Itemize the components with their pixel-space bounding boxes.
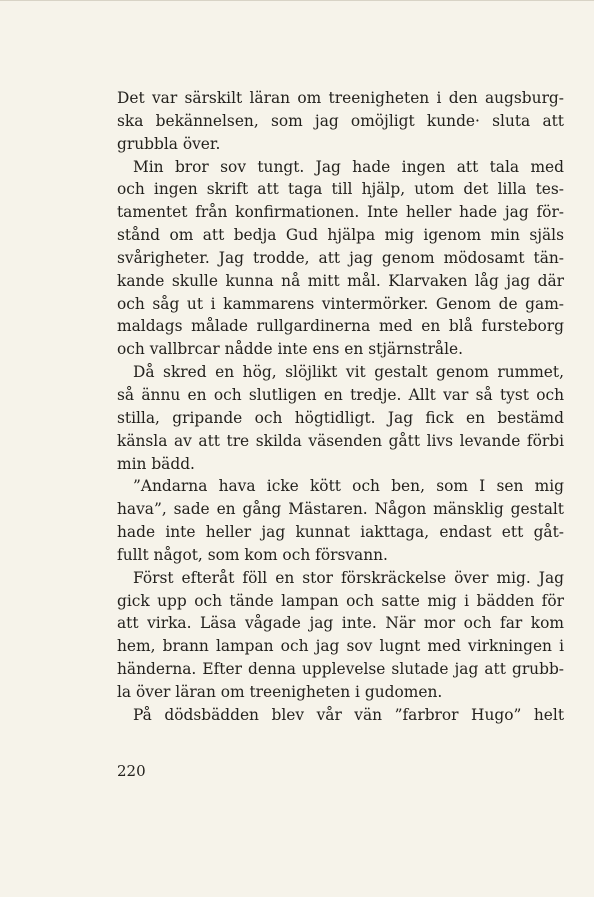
text-line: och ingen skrift att taga till hjälp, utom det lilla tes- (117, 180, 564, 199)
text-line: grubbla över. (117, 134, 221, 153)
text-line: På dödsbädden blev vår vän ”farbror Hugo” helt (133, 705, 564, 724)
text-line: och såg ut i kammarens vintermörker. Genom de gam- (117, 294, 564, 313)
text-line: Min bror sov tungt. Jag hade ingen att tala med (133, 157, 564, 176)
text-line: gick upp och tände lampan och satte mig i bädden för (117, 591, 564, 610)
text-line: stilla, gripande och högtidligt. Jag fick en bestämd (117, 408, 564, 427)
text-line: ska bekännelsen, som jag omöjligt kunde· sluta att (117, 111, 564, 130)
text-line: la över läran om treenigheten i gudomen. (117, 682, 443, 701)
text-line: hava”, sade en gång Mästaren. Någon mänsklig gestalt (117, 500, 564, 519)
text-line: fullt något, som kom och försvann. (117, 545, 388, 564)
text-line: så ännu en och slutligen en tredje. Allt var så tyst och (117, 385, 564, 404)
text-line: hem, brann lampan och jag sov lugnt med virkningen i (117, 637, 564, 656)
text-line: Då skred en hög, slöjlikt vit gestalt genom rummet, (133, 363, 564, 382)
body-text (117, 87, 564, 727)
text-line: tamentet från konfirmationen. Inte heller hade jag för- (117, 203, 564, 222)
text-line: Det var särskilt läran om treenigheten i den augsburg- (117, 89, 564, 107)
text-line: hade inte heller jag kunnat iakttaga, endast ett gåt- (117, 523, 564, 542)
text-line: att virka. Läsa vågade jag inte. När mor och far kom (117, 614, 564, 633)
text-line: känsla av att tre skilda väsenden gått livs levande förbi (117, 431, 564, 450)
text-line: svårigheter. Jag trodde, att jag genom mödosamt tän- (117, 248, 564, 267)
text-line: stånd om att bedja Gud hjälpa mig igenom min själs (117, 226, 564, 245)
text-line: Först efteråt föll en stor förskräckelse över mig. Jag (133, 568, 564, 587)
text-line: händerna. Efter denna upplevelse slutade jag att grubb- (117, 660, 564, 679)
page-number: 220 (117, 762, 146, 780)
text-line: min bädd. (117, 454, 195, 473)
text-line: kande skulle kunna nå mitt mål. Klarvaken låg jag där (117, 271, 564, 290)
text-line: och vallbrcar nådde inte ens en stjärnstråle. (117, 340, 464, 359)
text-line: maldags målade rullgardinerna med en blå fursteborg (117, 317, 564, 336)
text-line: ”Andarna hava icke kött och ben, som I sen mig (133, 477, 564, 496)
